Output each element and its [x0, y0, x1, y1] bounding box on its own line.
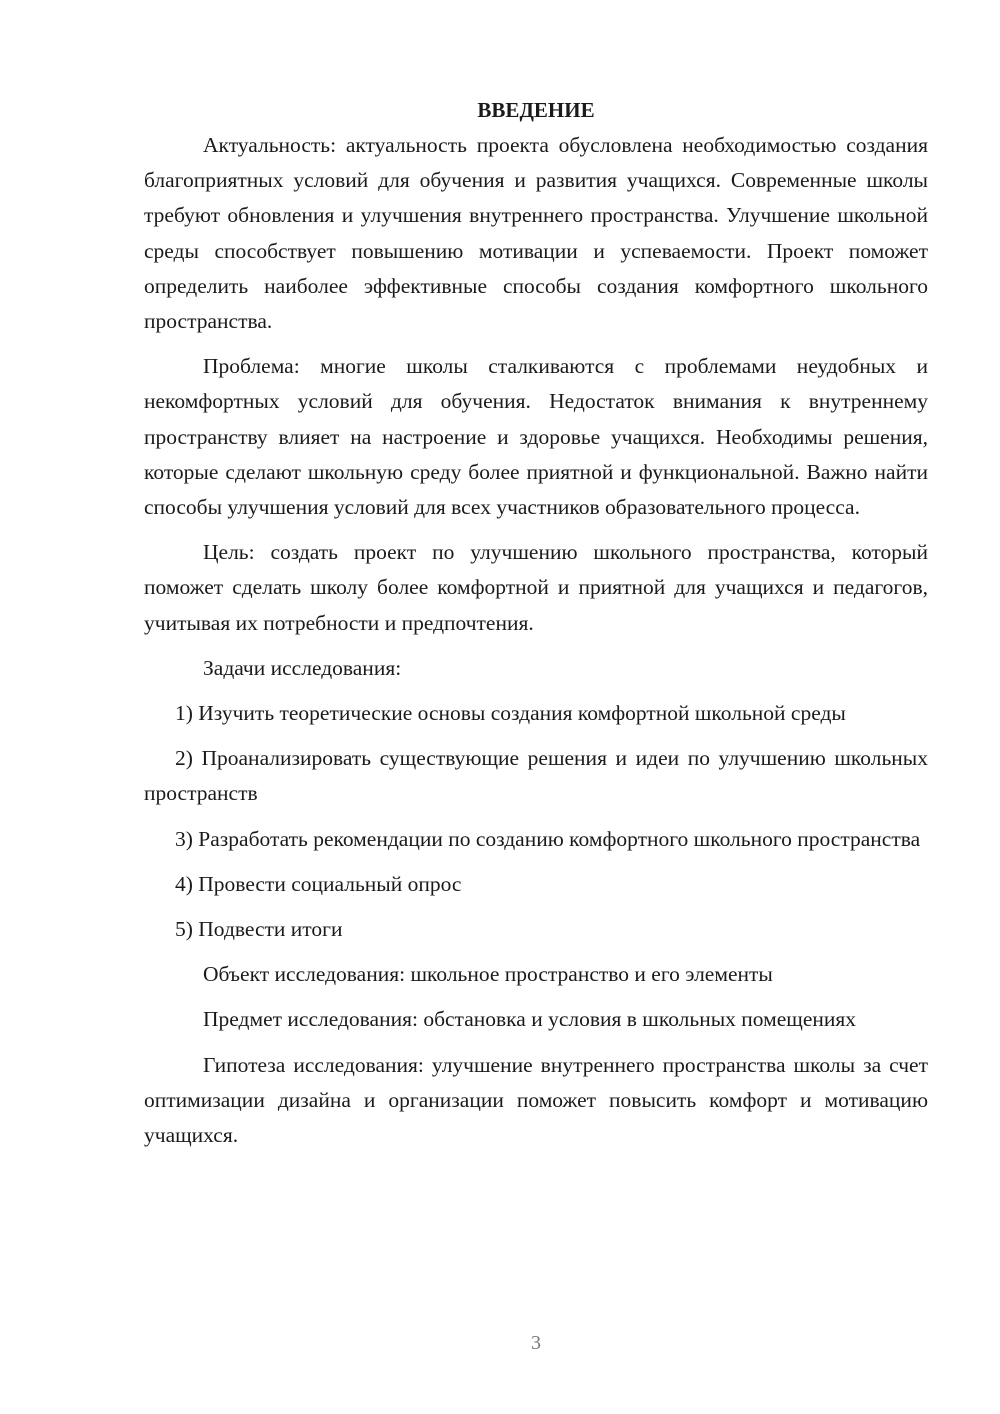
tasks-list [144, 696, 928, 947]
task-item: 1) Изучить теоретические основы создания комфортной школьной среды [175, 701, 846, 726]
paragraph-object: Объект исследования: школьное пространство и его элементы [203, 962, 773, 987]
paragraph-goal: Цель: создать проект по улучшению школьного пространства, который поможет сделать школу более комфортной и приятной для учащихся и педагогов, учитывая их потребности и предпочтения. [144, 540, 928, 635]
paragraph-relevance: Актуальность: актуальность проекта обусловлена необходимостью создания благоприятных условий для обучения и развития учащихся. Современные школы требуют обновления и улучшения внутреннего пространства. Улучшение школьной среды способствует повышению мотивации и успеваемости. Проект поможет определить наиболее эффективные способы создания комфортного школьного пространства. [144, 133, 928, 334]
section-title: ВВЕДЕНИЕ [477, 98, 595, 122]
task-item: 4) Провести социальный опрос [175, 871, 462, 896]
document-page [144, 94, 928, 1153]
paragraph-subject: Предмет исследования: обстановка и условия в школьных помещениях [203, 1007, 857, 1032]
page-number: 3 [531, 1332, 541, 1354]
task-item: 2) Проанализировать существующие решения и идеи по улучшению школьных пространств [144, 746, 928, 806]
paragraph-problem: Проблема: многие школы сталкиваются с проблемами неудобных и некомфортных условий для обучения. Недостаток внимания к внутреннему пространству влияет на настроение и здоровье учащихся. Необходимы решения, которые сделают школьную среду более приятной и функциональной. Важно найти способы улучшения условий для всех участников образовательного процесса. [144, 354, 928, 520]
task-item: 3) Разработать рекомендации по созданию комфортного школьного пространства [175, 826, 921, 851]
task-item: 5) Подвести итоги [175, 917, 343, 942]
paragraph-hypothesis: Гипотеза исследования: улучшение внутреннего пространства школы за счет оптимизации дизайна и организации поможет повысить комфорт и мотивацию учащихся. [144, 1052, 928, 1148]
tasks-heading: Задачи исследования: [203, 655, 402, 680]
